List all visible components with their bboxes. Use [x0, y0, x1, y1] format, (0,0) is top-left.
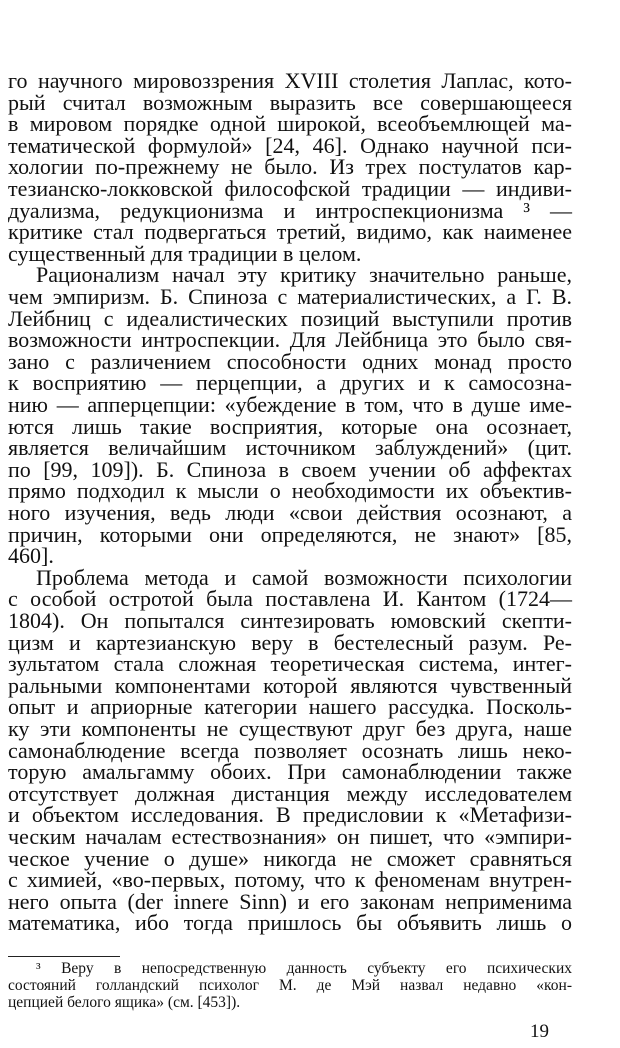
- text-line: к восприятию — перцепции, а других и к самосозна-: [8, 370, 572, 396]
- text-line: 1804). Он попытался синтезировать юмовский скепти-: [8, 608, 572, 633]
- text-line: возможности интроспекции. Для Лейбница это было свя-: [8, 327, 572, 353]
- text-line: ного изучения, ведь люди «свои действия осознают, а: [8, 500, 572, 525]
- text-line: торую амальгамму обоих. При самонаблюдении также: [8, 759, 572, 785]
- text-line: самонаблюдение всегда позволяет осознать лишь неко-: [8, 737, 572, 763]
- text-line: является величайшим источником заблуждений» (цит.: [8, 435, 572, 461]
- text-line: тезианско-локковской философской традиции — индиви-: [8, 176, 572, 201]
- paragraph-first-line: Рационализм начал эту критику значительно раньше,: [36, 262, 572, 288]
- text-line: ческое учение о душе» никогда не сможет сравняться: [8, 845, 572, 871]
- text-line: критике стал подвергаться третий, видимо, как наименее: [8, 219, 572, 245]
- text-line: причин, которыми они определяются, не знают» [85,: [8, 521, 572, 547]
- text-line: ку эти компоненты не существуют друг без друга, наше: [8, 716, 572, 741]
- footnote-line: состояний голландский психолог М. де Мэй назвал недавно «кон-: [8, 977, 572, 994]
- footnote-line: цепцией белого ящика» (см. [453]).: [8, 994, 241, 1011]
- text-line: прямо подходил к мысли о необходимости их объектив-: [8, 478, 572, 504]
- text-line: тематической формулой» [24, 46]. Однако научной пси-: [8, 132, 572, 158]
- text-line: го научного мировоззрения XVIII столетия Лаплас, кото-: [8, 68, 572, 93]
- text-line: Лейбниц с идеалистических позиций выступили против: [8, 305, 572, 331]
- text-line: существенный для традиции в целом.: [8, 240, 362, 266]
- text-line: хологии по-прежнему не было. Из трех постулатов кар-: [8, 154, 572, 180]
- page-number: 19: [530, 1021, 549, 1042]
- text-line: чем эмпиризм. Б. Спиноза с материалистических, а Г. В.: [8, 284, 572, 309]
- text-line: опыт и априорные категории нашего рассудка. Посколь-: [8, 694, 572, 720]
- text-line: зультатом стала сложная теоретическая система, интег-: [8, 651, 572, 677]
- text-line: и объектом исследования. В предисловии к «Метафизи-: [8, 802, 572, 828]
- text-line: ются лишь такие восприятия, которые она осознает,: [8, 413, 572, 439]
- paragraph-first-line: Проблема метода и самой возможности психологии: [36, 564, 572, 590]
- text-line: ческим началам естествознания» он пишет, что «эмпири-: [8, 824, 572, 849]
- text-line: отсутствует должная дистанция между исследователем: [8, 780, 572, 806]
- text-line: зано с различением способности одних монад просто: [8, 348, 572, 374]
- text-line: цизм и картезианскую веру в бестелесный разум. Ре-: [8, 629, 572, 655]
- text-line: математика, ибо тогда пришлось бы объявить лишь о: [8, 910, 572, 936]
- text-line: рый считал возможным выразить все совершающееся: [8, 89, 572, 115]
- text-line: по [99, 109]). Б. Спиноза в своем учении об аффектах: [8, 456, 572, 482]
- text-line: с химией, «во-первых, потому, что к феноменам внутрен-: [8, 867, 572, 893]
- text-line: него опыта (der innere Sinn) и его законам неприменима: [8, 888, 572, 914]
- footnote-line: ³ Веру в непосредственную данность субъекту его психических: [36, 960, 572, 977]
- text-line: 460].: [8, 543, 54, 569]
- text-line: в мировом порядке одной широкой, всеобъемлющей ма-: [8, 111, 572, 137]
- text-line: нию — апперцепции: «убеждение в том, что в душе име-: [8, 392, 572, 417]
- text-line: дуализма, редукционизма и интроспекционизма ³ —: [8, 197, 572, 223]
- footnote-separator: [8, 956, 120, 957]
- text-line: с особой остротой была поставлена И. Кантом (1724—: [8, 586, 572, 612]
- text-line: ральными компонентами которой являются чувственный: [8, 672, 572, 698]
